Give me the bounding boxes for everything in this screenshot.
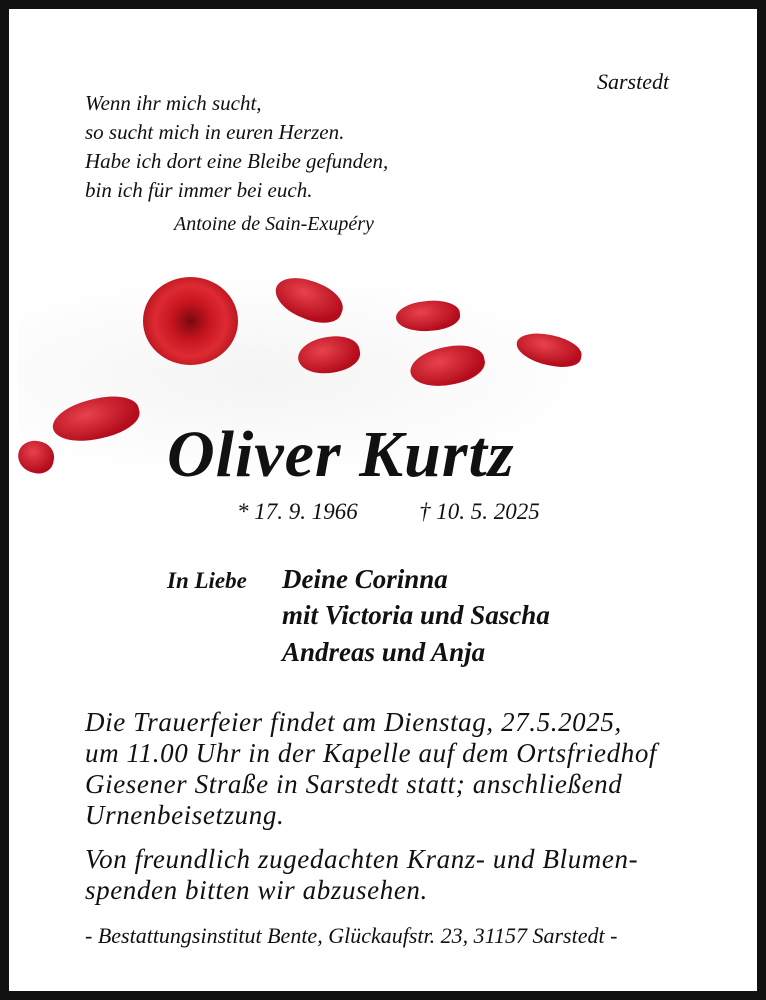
quote-line: bin ich für immer bei euch. (85, 178, 313, 202)
ceremony-line: Die Trauerfeier findet am Dienstag, 27.5.2025, (85, 707, 622, 737)
deceased-name: Oliver Kurtz (167, 418, 515, 491)
family-line: mit Victoria und Sascha (282, 600, 550, 630)
funeral-home-footer: - Bestattungsinstitut Bente, Glückaufstr. 23, 31157 Sarstedt - (85, 923, 618, 948)
quote-line: Habe ich dort eine Bleibe gefunden, (85, 149, 389, 173)
ceremony-line: um 11.00 Uhr in der Kapelle auf dem Ortsfriedhof (85, 738, 658, 768)
family-line: Andreas und Anja (282, 637, 486, 667)
death-date: † 10. 5. 2025 (419, 499, 540, 524)
request-line: spenden bitten wir abzusehen. (85, 875, 428, 905)
petal-icon (395, 298, 461, 333)
petal-icon (270, 270, 349, 330)
quote-author: Antoine de Sain-Exupéry (174, 213, 374, 235)
ceremony-line: Urnenbeisetzung. (85, 800, 285, 830)
place: Sarstedt (597, 69, 670, 94)
quote-line: Wenn ihr mich sucht, (85, 91, 262, 115)
petal-icon (514, 328, 585, 371)
in-love-label: In Liebe (167, 568, 247, 593)
petal-icon (295, 332, 362, 378)
petal-icon (407, 340, 488, 393)
ceremony-line: Giesener Straße in Sarstedt statt; anschließend (85, 769, 623, 799)
rose-icon (143, 277, 238, 365)
birth-date: * 17. 9. 1966 (237, 499, 358, 524)
family-line: Deine Corinna (282, 564, 448, 594)
petal-icon (15, 438, 56, 476)
request-line: Von freundlich zugedachten Kranz- und Blumen- (85, 844, 639, 874)
quote-line: so sucht mich in euren Herzen. (85, 120, 345, 144)
petal-icon (48, 389, 143, 449)
